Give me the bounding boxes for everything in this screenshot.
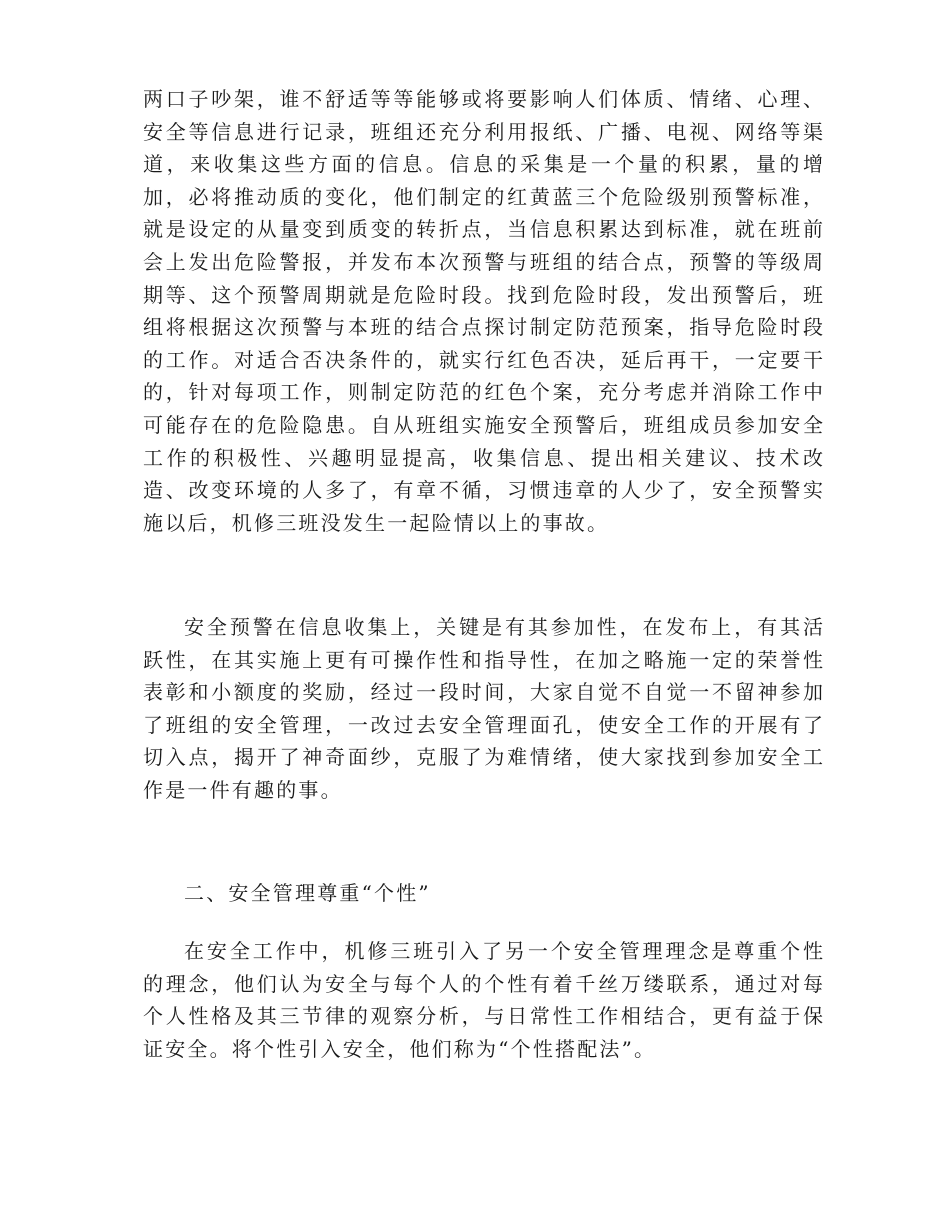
section-heading	[143, 877, 823, 910]
text-line: 期等、这个预警周期就是危险时段。找到危险时段，发出预警后，班	[143, 282, 823, 307]
text-line: 道，来收集这些方面的信息。信息的采集是一个量的积累，量的增	[143, 152, 823, 177]
text-line: 工作的积极性、兴趣明显提高，收集信息、提出相关建议、技术改	[143, 445, 823, 470]
paragraph-3	[143, 935, 823, 1065]
text-line: 就是设定的从量变到质变的转折点，当信息积累达到标准，就在班前	[143, 217, 823, 242]
text-line: 作是一件有趣的事。	[143, 777, 343, 802]
text-line: 组将根据这次预警与本班的结合点探讨制定防范预案，指导危险时段	[143, 315, 823, 340]
text-line: 加，必将推动质的变化，他们制定的红黄蓝三个危险级别预警标准，	[143, 184, 823, 209]
text-line: 的，针对每项工作，则制定防范的红色个案，充分考虑并消除工作中	[143, 380, 823, 405]
text-line: 安全等信息进行记录，班组还充分利用报纸、广播、电视、网络等渠	[143, 119, 823, 144]
paragraph-2	[143, 611, 823, 807]
text-line: 表彰和小额度的奖励，经过一段时间，大家自觉不自觉一不留神参加	[143, 680, 823, 705]
text-line: 证安全。将个性引入安全，他们称为“个性搭配法”。	[143, 1036, 657, 1061]
text-line: 两口子吵架，谁不舒适等等能够或将要影响人们体质、情绪、心理、	[143, 87, 823, 111]
text-line: 可能存在的危险隐患。自从班组实施安全预警后，班组成员参加安全	[143, 412, 823, 437]
text-line: 施以后，机修三班没发生一起险情以上的事故。	[143, 510, 610, 535]
text-line: 在安全工作中，机修三班引入了另一个安全管理理念是尊重个性	[184, 939, 823, 963]
paragraph-1	[143, 83, 823, 539]
text-line: 会上发出危险警报，并发布本次预警与班组的结合点，预警的等级周	[143, 249, 823, 274]
text-line: 的工作。对适合否决条件的，就实行红色否决，延后再干，一定要干	[143, 347, 823, 372]
text-line: 跃性，在其实施上更有可操作性和指导性，在加之略施一定的荣誉性	[143, 647, 823, 672]
text-line: 切入点，揭开了神奇面纱，克服了为难情绪，使大家找到参加安全工	[143, 745, 823, 770]
text-line: 安全预警在信息收集上，关键是有其参加性，在发布上，有其活	[184, 615, 823, 639]
text-line: 了班组的安全管理，一改过去安全管理面孔，使安全工作的开展有了	[143, 712, 823, 737]
text-line: 个人性格及其三节律的观察分析，与日常性工作相结合，更有益于保	[143, 1004, 823, 1029]
heading-text: 二、安全管理尊重“个性”	[184, 881, 431, 905]
text-line: 的理念，他们认为安全与每个人的个性有着千丝万缕联系，通过对每	[143, 971, 823, 996]
text-line: 造、改变环境的人多了，有章不循，习惯违章的人少了，安全预警实	[143, 478, 823, 503]
